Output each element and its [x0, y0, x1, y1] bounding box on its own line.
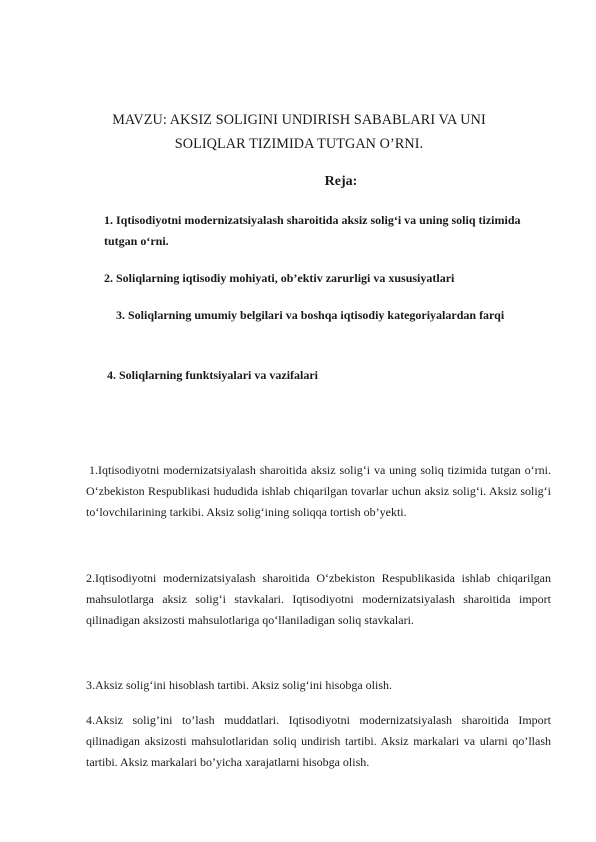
document-title: MAVZU: AKSIZ SOLIGINI UNDIRISH SABABLARI VA UNI SOLIQLAR TIZIMIDA TUTGAN O’RNI.: [112, 112, 486, 152]
plan-item-1: 1. Iqtisodiyotni modernizatsiyalash sharoitida aksiz solig‘i va uning soliq tizimida tutgan o‘rni.: [104, 213, 521, 248]
plan-heading: Reja:: [324, 174, 358, 189]
paragraph-3: 3.Aksiz solig‘ini hisoblash tartibi. Aksiz solig‘ini hisobga olish.: [86, 678, 392, 692]
plan-item-4: 4. Soliqlarning funktsiyalari va vazifalari: [107, 368, 319, 382]
plan-item-3: 3. Soliqlarning umumiy belgilari va boshqa iqtisodiy kategoriyalardan farqi: [116, 308, 505, 322]
paragraph-2: 2.Iqtisodiyotni modernizatsiyalash sharoitida O‘zbekiston Respublikasida ishlab chiqarilgan mahsulotlarga aksiz solig‘i stavkalari. Iqtisodiyotni modernizatsiyalash sharoitida import qilinadigan aksizosti mahsulotlariga qo‘llaniladigan soliq stavkalari.: [86, 571, 551, 627]
paragraph-1: 1.Iqtisodiyotni modernizatsiyalash sharoitida aksiz solig‘i va uning soliq tizimida tutgan o‘rni. O‘zbekiston Respublikasi hududida ishlab chiqarilgan tovarlar uchun aksiz solig‘i. Aksiz solig‘i to‘lovchilarining tarkibi. Aksiz solig‘ining soliqqa tortish ob’yekti.: [86, 463, 551, 519]
paragraph-4: 4.Aksiz solig’ini to’lash muddatlari. Iqtisodiyotni modernizatsiyalash sharoitida Import qilinadigan aksizosti mahsulotlaridan soliq undirish tartibi. Aksiz markalari va ularni qo’llash tartibi. Aksiz markalari bo’yicha xarajatlarni hisobga olish.: [86, 713, 551, 769]
plan-item-2: 2. Soliqlarning iqtisodiy mohiyati, ob’ektiv zarurligi va xususiyatlari: [104, 271, 455, 285]
